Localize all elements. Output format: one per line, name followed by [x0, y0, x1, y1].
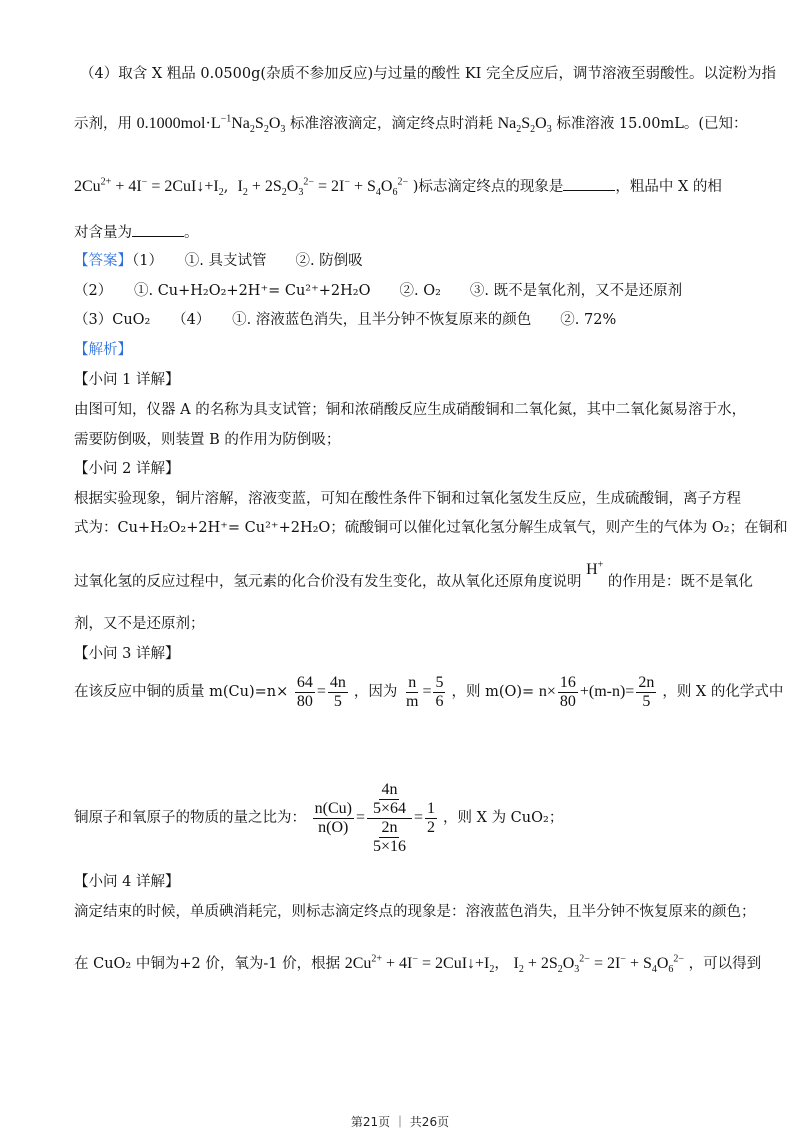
analysis-2-line-c — [74, 559, 753, 592]
analysis-2-line-a: 根据实验现象，铜片溶解，溶液变蓝，可知在酸性条件下铜和过氧化氢发生反应，生成硫酸铜，离子方程 — [74, 491, 741, 507]
analysis-2-line-c-text-b: 的作用是：既不是氧化 — [607, 574, 753, 590]
q4-line-2-text-b: 标准溶液滴定，滴定终点时消耗 — [289, 116, 493, 132]
analysis-1-line-a: 由图可知，仪器 A 的名称为具支试管；铜和浓硝酸反应生成硝酸铜和二氧化氮，其中二氧化氮易溶于水， — [74, 402, 747, 418]
analysis-3-line-b — [74, 778, 563, 858]
conclusion-cuo2-text: ，则 X 为 CuO₂； — [443, 810, 564, 826]
answer-1: （1） ①. 具支试管 ②. 防倒吸 — [132, 253, 363, 269]
analysis-2-line-b: 式为：Cu+H₂O₂+2H⁺= Cu²⁺+2H₂O；硫酸铜可以催化过氧化氢分解生成氧气，则产生的气体为 O₂；在铜和 — [74, 520, 788, 536]
titrant-formula: $Na_2S_2O_3$ — [497, 115, 552, 136]
analysis-4-line-b-text-a: 在 CuO₂ 中铜为+2 价，氧为-1 价，根据 — [74, 956, 341, 972]
subquestion-2-heading: 【小问 2 详解】 — [74, 461, 180, 477]
analysis-3-line-a — [74, 672, 783, 712]
equation-iodine-thiosulfate: $I_2 + 2S_2O_3^{2-} = 2I^- + S_4O_6^{2-}$ — [237, 176, 409, 199]
mole-ratio-text: 铜原子和氧原子的物质的量之比为： — [74, 810, 306, 826]
answer-blank-phenomenon — [563, 176, 615, 191]
answer-blank-content — [132, 222, 184, 237]
subquestion-3-heading: 【小问 3 详解】 — [74, 646, 180, 662]
answer-line-2: （2） ①. Cu+H₂O₂+2H⁺= Cu²⁺+2H₂O ②. O₂ ③. 既不是氧化剂，又不是还原剂 — [74, 283, 683, 299]
analysis-2-line-c-text-a: 过氧化氢的反应过程中，氢元素的化合价没有发生变化，故从氧化还原角度说明 — [74, 574, 582, 590]
q4-line-2 — [74, 114, 747, 134]
ratio-n-m-expression: $\frac{n}{m}$ = $\frac{5}{6}$ — [406, 673, 444, 710]
answer-line-3: （3）CuO₂ （4） ①. 溶液蓝色消失，且半分钟不恢复原来的颜色 ②. 72% — [74, 312, 617, 328]
q4-line-3: $2Cu^{2+} + 4I^-$ = $2CuI↓+I_2$, $I_2 + 2S_2O_3^{2-} = 2I^- + S_4O_6^{2-}$ )标志滴定终点的现象是 ，粗品中 X 的相 — [74, 176, 722, 199]
q4-line-2-text-c: 标准溶液 15.00mL。(已知： — [556, 116, 748, 132]
comma: ， — [494, 956, 509, 972]
hydrogen-ion-symbol: H+ — [586, 559, 604, 578]
oxygen-mass-text: ，则 m(O)= — [451, 684, 535, 700]
mole-ratio-expression: $\frac{n(Cu)}{n(O)}$ = $\frac{\frac{4n}{5\times 64}}{\frac{2n}{5\times 16}}$ = $\frac{1}{2}$ — [314, 780, 436, 855]
copper-mass-expression: $\frac{64}{80}$ = $\frac{4n}{5}$ — [296, 673, 346, 710]
titrant-concentration-formula: $0.1000mol\cdot L^{-1}Na_2S_2O_3$ — [136, 113, 286, 136]
answer-tag: 【答案】 — [74, 253, 132, 269]
q4-line-4-text: 对含量为 — [74, 225, 132, 241]
oxygen-mass-expression: n× $\frac{16}{80}$ +(m-n)= $\frac{2n}{5}$ — [538, 673, 655, 710]
equation-cu-iodide: $2Cu^{2+} + 4I^-$ = $2CuI↓+I_2$ — [74, 176, 224, 199]
q4-line-1: （4）取含 X 粗品 0.0500g(杂质不参加反应)与过量的酸性 KI 完全反应后，调节溶液至弱酸性。以淀粉为指 — [80, 66, 776, 82]
formula-text: ，则 X 的化学式中 — [662, 684, 784, 700]
analysis-1-line-b: 需要防倒吸，则装置 B 的作用为防倒吸； — [74, 432, 341, 448]
q4-line-3-text-b: ，粗品中 X 的相 — [615, 179, 722, 195]
subquestion-1-heading: 【小问 1 详解】 — [74, 372, 180, 388]
subquestion-4-heading: 【小问 4 详解】 — [74, 874, 180, 890]
analysis-2-line-d: 剂，又不是还原剂； — [74, 616, 205, 632]
q4-line-3-text-a: )标志滴定终点的现象是 — [412, 179, 564, 195]
equation-cu-iodide-2: $2Cu^{2+} + 4I^-$ = $2CuI↓+I_2$ — [344, 953, 495, 976]
because-text: ，因为 — [353, 684, 398, 700]
q4-line-4-end: 。 — [184, 225, 199, 241]
q4-line-4 — [74, 222, 199, 243]
analysis-4-line-b — [74, 954, 761, 974]
copper-mass-text: 在该反应中铜的质量 m(Cu)=n× — [74, 684, 289, 700]
page-footer: 第21页 ｜ 共26页 — [350, 1115, 450, 1129]
equation-iodine-thiosulfate-2: $I_2 + 2S_2O_3^{2-} = 2I^- + S_4O_6^{2-}$ — [513, 953, 685, 976]
analysis-tag: 【解析】 — [74, 342, 132, 358]
answer-line-1 — [74, 251, 363, 271]
analysis-4-line-b-text-b: ，可以得到 — [688, 956, 762, 972]
analysis-4-line-a: 滴定结束的时候，单质碘消耗完，则标志滴定终点的现象是：溶液蓝色消失，且半分钟不恢复原来的颜色； — [74, 904, 756, 920]
q4-line-2-text-a: 示剂，用 — [74, 116, 132, 132]
